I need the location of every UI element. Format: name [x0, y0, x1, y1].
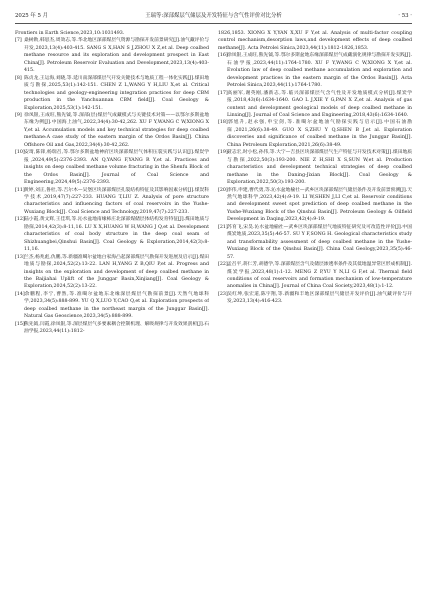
- reference-item: [15, 254, 209, 291]
- reference-text: 安琦,陈锋,杨瑞召,等.鄂尔多斯盆地神府区块深部煤层气体积压裂实践与认识[J].煤炭学报,2024,49(5):2376-2393. AN Q,YANG F,YANG R Y,et al. Practices and insights on deep coalbed methane volume fracturing in the Shenfu Block of the Ordos Basin[J]. Journal of Coal Science and Engineering,2024,49(5):2376-2393.: [24, 150, 209, 186]
- reference-number: [19]: [218, 150, 228, 156]
- reference-item: [218, 224, 412, 261]
- reference-text: 熊先钺,闫霞,徐凤银,等.深层煤层气多要素耦合控制机理、解吸规律与开发效果剖析[J].石油学报,2023,44(11):1812-: [24, 321, 209, 335]
- reference-text: 聂志宏,时小松,孙伟,等.大宁—吉县区块深部煤层气生产特征与开发技术对策[J].煤田地质与勘探,2022,50(3):193-200. NIE Z H,SHI X S,SUN W,et al. Production characteristics and development technical strategies of deep coalbed methane in the Daning-Jixian Block[J]. Coal Geology & Exploration,2022,50(3):193-200.: [227, 150, 412, 186]
- reference-number: [17]: [218, 90, 228, 96]
- reference-continuation: 1826,1853. XIONG X Y,YAN X,XU F Y,et al. Analysis of multi-factor coupling control mechanism,desorption laws,and development effects of deep coalbed methane[J]. Acta Petrolei Sinica,2023,44(11):1812-1826,1853.: [218, 31, 412, 51]
- reference-number: [18]: [218, 120, 228, 126]
- reference-text: 桑树勋,韩思杰,周效志,等.华北地区深部煤层气资源与勘探开发前景研究[J].油气藏评价与开发,2023,13(4):403-415. SANG S X,HAN S J,ZHOU X Z,et al. Deep coalbed methane resource and its exploration and development prospect in East China[J]. Petroleum Reservoir Evaluation and Development,2023,13(4):403-415.: [24, 38, 209, 74]
- reference-text: 徐凤银,王成旺,熊先钺,等.深部(层)煤层气成藏模式与关键技术对策——以鄂尔多斯盆地东缘为例[J].中国海上油气,2022,34(4):30-42,262. XU F Y,WANG C W,XIONG X Y,et al. Accumulation models and key technical strategies for deep coalbed methane:A case study of the eastern margin of the Ordos Basin[J]. China Offshore Oil and Gas,2022,34(4):30-42,262.: [24, 112, 209, 148]
- reference-item: [15, 216, 209, 253]
- reference-text: 黄婷,刘正,鲁杜,等.吉尔木—吴堡区块深部煤层孔裂结构特征及其影响因素分析[J].煤炭科学技术,2019,47(7):227-233. HUANG T,LIU Z. Analysis of pore structure characteristics and influencing factors of coal reservoirs in the Yushe-Wuxiang Block[J]. Coal Science and Technology,2019,47(7):227-233.: [24, 187, 209, 215]
- reference-text: 李伟,申建,曹代勇,等.沁水盆地榆社—武乡区块深部煤层气储层条件及开发前景预测[J].天然气地球科学,2023,42(4):9-19. LI W,SHEN J,LI C,et al. Reservoir conditions and development sweet spot prediction of deep coalbed methane in the Yushe-Wuxiang Block of the Qinshui Basin[J]. Petroleum Geology & Oilfield Development in Daqing,2023,42(4):9-19.: [227, 187, 412, 223]
- reference-text: 余鹏程,李宁,曹然,等.准噶尔盆地东北缘深层煤层气勘探前景[J].天然气地球科学,2023,34(5):888-899. YU Q X,LUO Y,CAO Q,et al. Exploration prospects of deep coalbed methane in the northeast margin of the Junggar Basin[J]. Natural Gas Geoscience,2023,34(5):888-899.: [24, 291, 209, 320]
- reference-item: [15, 37, 209, 74]
- reference-column-left: [15, 30, 209, 596]
- reference-item: [218, 261, 412, 291]
- reference-item: [218, 52, 412, 89]
- reference-continuation: Frontiers in Earth Science,2023,10:1031493.: [15, 31, 125, 36]
- page-number: · 53 ·: [398, 13, 412, 19]
- reference-item: [218, 187, 412, 224]
- reference-text: 高丽军,谢英刚,潘新志,等.临兴深部煤层气含气性及开发地质模式分析[J].煤炭学报,2018,43(6):1634-1640. GAO L J,XIE Y G,PAN X Z,et al. Analysis of gas content and development geological models of deep coalbed methane in Linxing[J]. Journal of Coal Science and Engineering,2018,43(6):1634-1640.: [227, 90, 412, 118]
- reference-item: [218, 291, 412, 306]
- reference-number: [21]: [218, 224, 228, 230]
- reference-number: [15]: [15, 321, 25, 327]
- reference-text: 徐凤银,王成旺,熊先钺,等.鄂尔多斯盆地东缘深部煤层气成藏演化规律与勘探开发实践[J].石油学报,2023,44(11):1764-1780. XU F Y,WANG C W,XIONG X Y,et al. Evolution law of deep coalbed methane accumulation and exploration and development practices in the eastern margin of the Ordos Basin[J]. Acta Petrolei Sinica,2023,44(11):1764-1780.: [227, 53, 412, 89]
- reference-item: [218, 90, 412, 120]
- reference-number: [12]: [15, 217, 25, 223]
- reference-number: [11]: [15, 187, 25, 193]
- reference-item: [15, 291, 209, 321]
- reference-text: 陈贞龙,王运海,刘晓,等.延川南深部煤层气开发关键技术与地质工程一体化实践[J].煤田地质与勘探,2025,53(1):142-151. CHEN Z L,WANG Y H,LIU X,et al. Critical technologies and geology-engineering integration practices for deep CBM production in the Yanchuannan CBM field[J]. Coal Geology & Exploration,2025,53(1):142-151.: [24, 75, 209, 111]
- reference-number: [22]: [218, 262, 228, 268]
- reference-item: [15, 187, 209, 217]
- reference-column-right: [218, 30, 412, 596]
- reference-item: [15, 75, 209, 112]
- reference-text: 孟召平,蒋仁芳,胡德学,等.深部煤层含气及储层渗透率条件及其低地温异常区形成机制[J].煤炭学报,2023,48(1):1-12. MENG Z P,YU Y N,LI G F,et al. Thermal field conditions of coal reservoirs and formation mechanism of low-temperature anomalies in China[J]. Journal of China Coal Society,2023,48(1):1-12.: [227, 262, 412, 290]
- reference-number: [13]: [15, 254, 25, 260]
- reference-number: [20]: [218, 187, 228, 193]
- issue-date: 2025 年 5 月: [15, 13, 49, 19]
- reference-number: [16]: [218, 53, 228, 59]
- reference-item: [218, 119, 412, 149]
- reference-number: [23]: [218, 291, 228, 297]
- reference-item: [218, 149, 412, 186]
- reference-text: 郭旭升,赵永强,申宝剑,等.准噶尔盆地油气勘探实践与启示[J].中国石油勘探,2021,26(6):38-49. GUO X S,ZHU Y Q,SHEN B J,et al. Exploration discoveries and significance of coalbed methane in the Junggar Basin[J]. China Petroleum Exploration,2021,26(6):38-49.: [227, 120, 412, 148]
- reference-text: 苏育飞,宋昊.沁水盆地榆社—武乡区块深部煤层气地质特征研究及可改造性评价[J].中国煤炭地质,2023,35(5):46-57. SU Y F,SONG H. Geological characteristics study and transformability assessment of deep coalbed methane in the Yushe-Wuxiang Block of the Qinshui Basin[J]. China Coal Geology,2023,35(5):46-57.: [227, 224, 412, 260]
- reference-number: [10]: [15, 150, 25, 156]
- reference-number: [9]: [15, 112, 22, 118]
- running-title: 王瑞等:深部煤层气储层及开发特征与含气性评价对比分析: [145, 13, 282, 19]
- reference-text: 兰杰,杨兆彪,仇鹏,等.新疆准噶尔盆地白家海凸起深部煤层气勘探开发进展及启示[J].煤田地质与勘探,2024,52(2):13-22. LAN H,YANG Z B,QIU P,et al. Progress and insights on the exploration and development of deep coalbed methane in the Baijiahai Uplift of the Junggar Basin,Xinjiang[J]. Coal Geology & Exploration,2024,52(2):13-22.: [24, 254, 209, 290]
- reference-number: [14]: [15, 291, 25, 297]
- reference-item: [15, 149, 209, 186]
- reference-item: [15, 112, 209, 149]
- reference-number: [7]: [15, 38, 22, 44]
- reference-item: [15, 321, 209, 336]
- running-header: [15, 10, 412, 24]
- reference-text: 陆小霞,黄文辉,王佳琪,等.沁水盆地南缘柿庄北深部煤储层体结构发育特征[J].煤田地质与勘探,2014,42(3):8-11,16. LU X X,HUANG W H,WANG J Q,et al. Development characteristics of coal body structure in the deep coal seam of Shizhuangbei,Qinshui Basin[J]. Coal Geology & Exploration,2014,42(3):8-11,16.: [24, 217, 209, 253]
- reference-text: 吴红坤,张宏道,陈宇翔,等.新疆和丰地区深部煤层气储层开发评价[J].油气藏评价与开发,2023,13(4):416-423.: [227, 291, 412, 305]
- reference-number: [8]: [15, 75, 22, 81]
